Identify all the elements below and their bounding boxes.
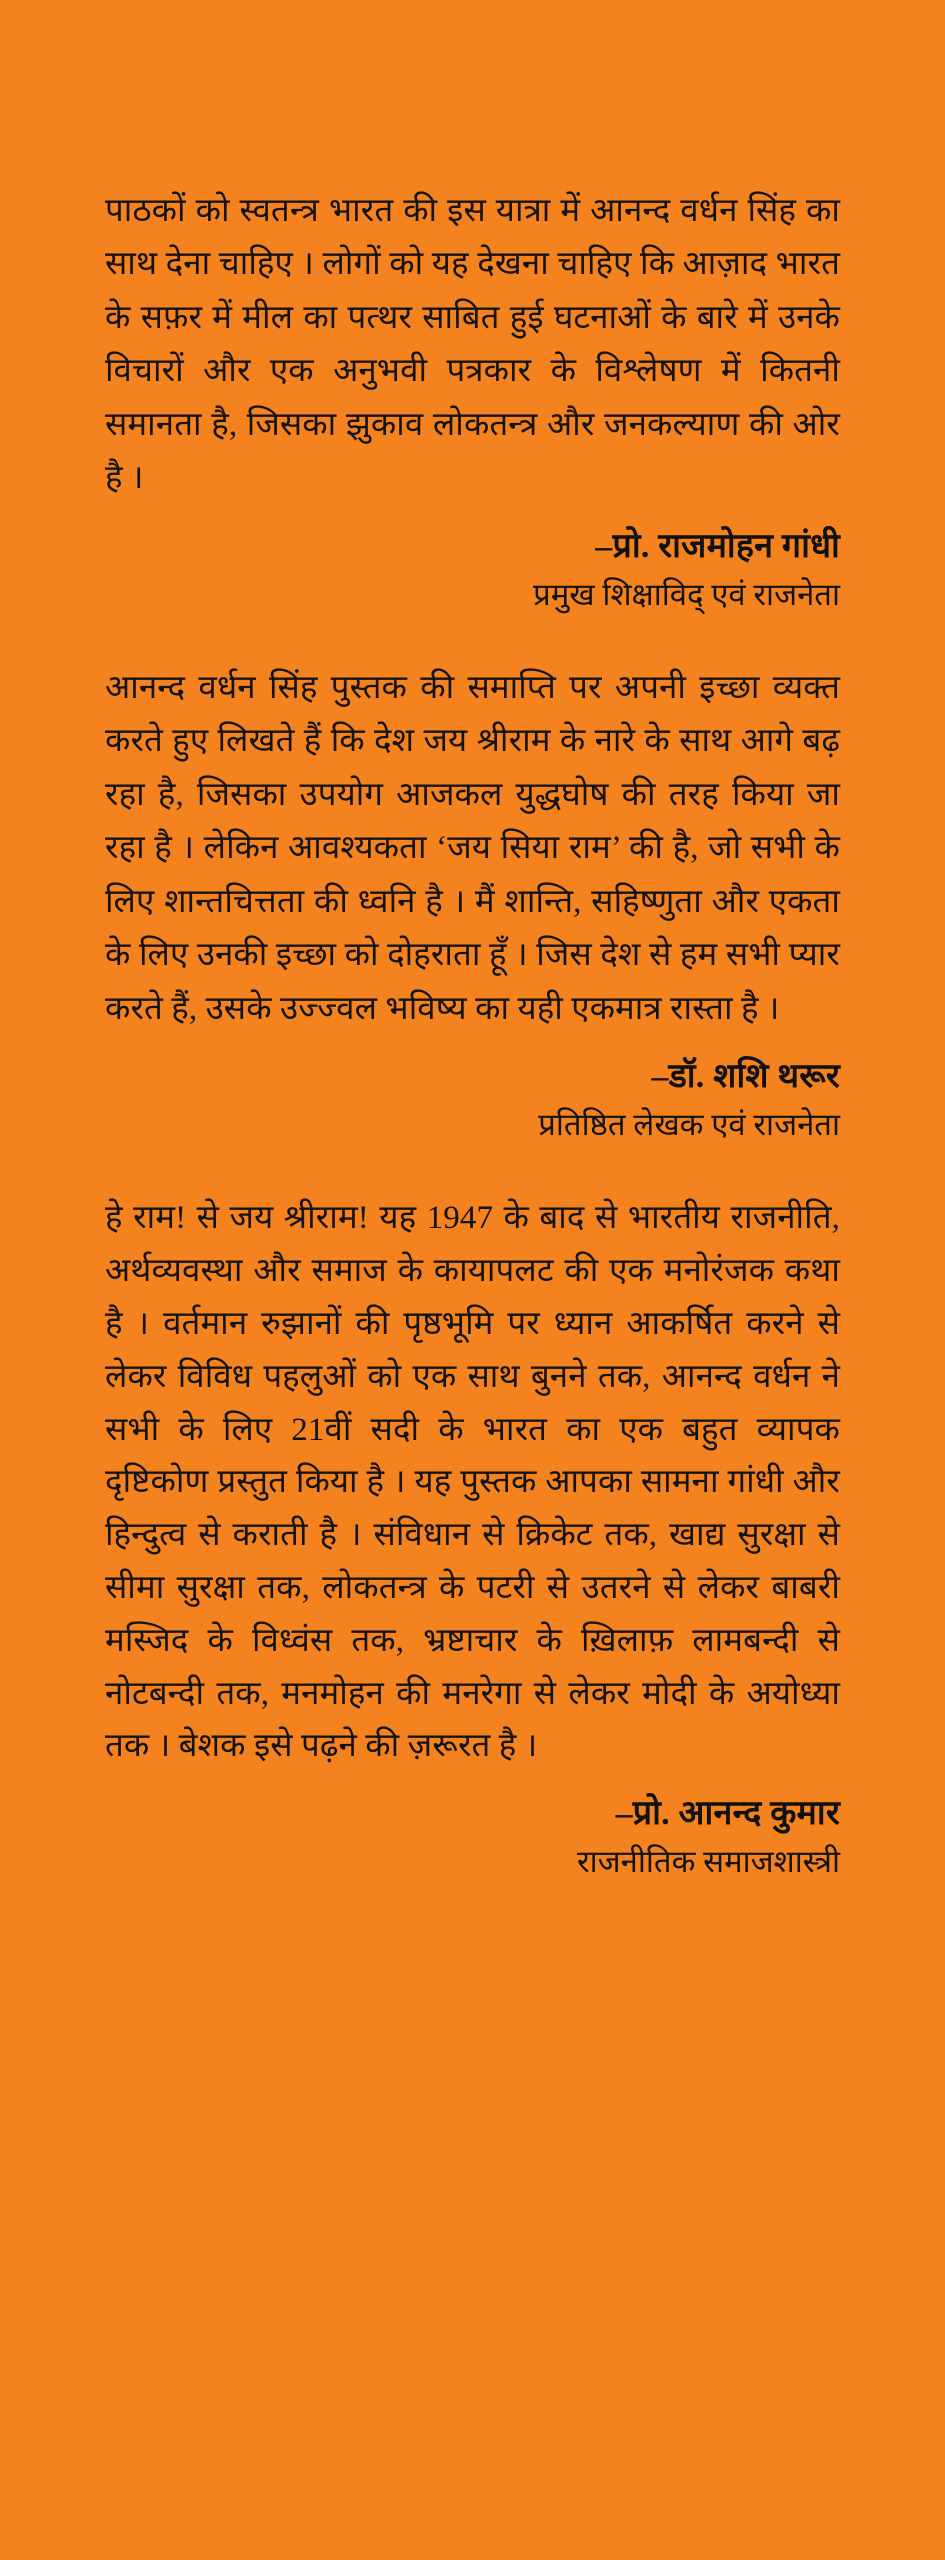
blurb-2-author: –डॉ. शशि थरूर: [651, 1058, 840, 1096]
blurb-1: [105, 185, 840, 618]
blurb-2: [105, 662, 840, 1148]
blurb-3-attribution: [105, 1789, 840, 1885]
blurb-2-text: आनन्द वर्धन सिंह पुस्तक की समाप्ति पर अपनी इच्छा व्यक्त करते हुए लिखते हैं कि देश जय श्रीराम के नारे के साथ आगे बढ़ रहा है, जिसका उपयोग आजकल युद्धघोष की तरह किया जा रहा है । लेकिन आवश्यकता ‘जय सिया राम’ की है, जो सभी के लिए शान्तचित्तता की ध्वनि है । मैं शान्ति, सहिष्णुता और एकता के लिए उनकी इच्छा को दोहराता हूँ । जिस देश से हम सभी प्यार करते हैं, उसके उज्ज्वल भविष्य का यही एकमात्र रास्ता है ।: [105, 669, 840, 1027]
blurb-3: [105, 1192, 840, 1885]
blurb-1-role: प्रमुख शिक्षाविद् एवं राजनेता: [533, 577, 840, 613]
blurb-1-author: –प्रो. राजमोहन गांधी: [595, 527, 840, 565]
blurb-2-attribution: [105, 1052, 840, 1148]
blurb-1-text: पाठकों को स्वतन्त्र भारत की इस यात्रा में आनन्द वर्धन सिंह का साथ देना चाहिए । लोगों को यह देखना चाहिए कि आज़ाद भारत के सफ़र में मील का पत्थर साबित हुई घटनाओं के बारे में उनके विचारों और एक अनुभवी पत्रकार के विश्लेषण में कितनी समानता है, जिसका झुकाव लोकतन्त्र और जनकल्याण की ओर है ।: [105, 193, 840, 497]
blurb-3-author: –प्रो. आनन्द कुमार: [615, 1795, 840, 1833]
blurb-3-role: राजनीतिक समाजशास्त्री: [576, 1844, 840, 1880]
blurb-1-attribution: [105, 522, 840, 618]
blurb-3-text: हे राम! से जय श्रीराम! यह 1947 के बाद से भारतीय राजनीति, अर्थव्यवस्था और समाज के कायापलट की एक मनोरंजक कथा है । वर्तमान रुझानों की पृष्ठभूमि पर ध्यान आकर्षित करने से लेकर विविध पहलुओं को एक साथ बुनने तक, आनन्द वर्धन ने सभी के लिए 21वीं सदी के भारत का एक बहुत व्यापक दृष्टिकोण प्रस्तुत किया है । यह पुस्तक आपका सामना गांधी और हिन्दुत्व से कराती है । संविधान से क्रिकेट तक, खाद्य सुरक्षा से सीमा सुरक्षा तक, लोकतन्त्र के पटरी से उतरने से लेकर बाबरी मस्जिद के विध्वंस तक, भ्रष्टाचार के ख़िलाफ़ लामबन्दी से नोटबन्दी तक, मनमोहन की मनरेगा से लेकर मोदी के अयोध्या तक । बेशक इसे पढ़ने की ज़रूरत है ।: [105, 1200, 840, 1765]
blurb-2-role: प्रतिष्ठित लेखक एवं राजनेता: [538, 1107, 840, 1143]
